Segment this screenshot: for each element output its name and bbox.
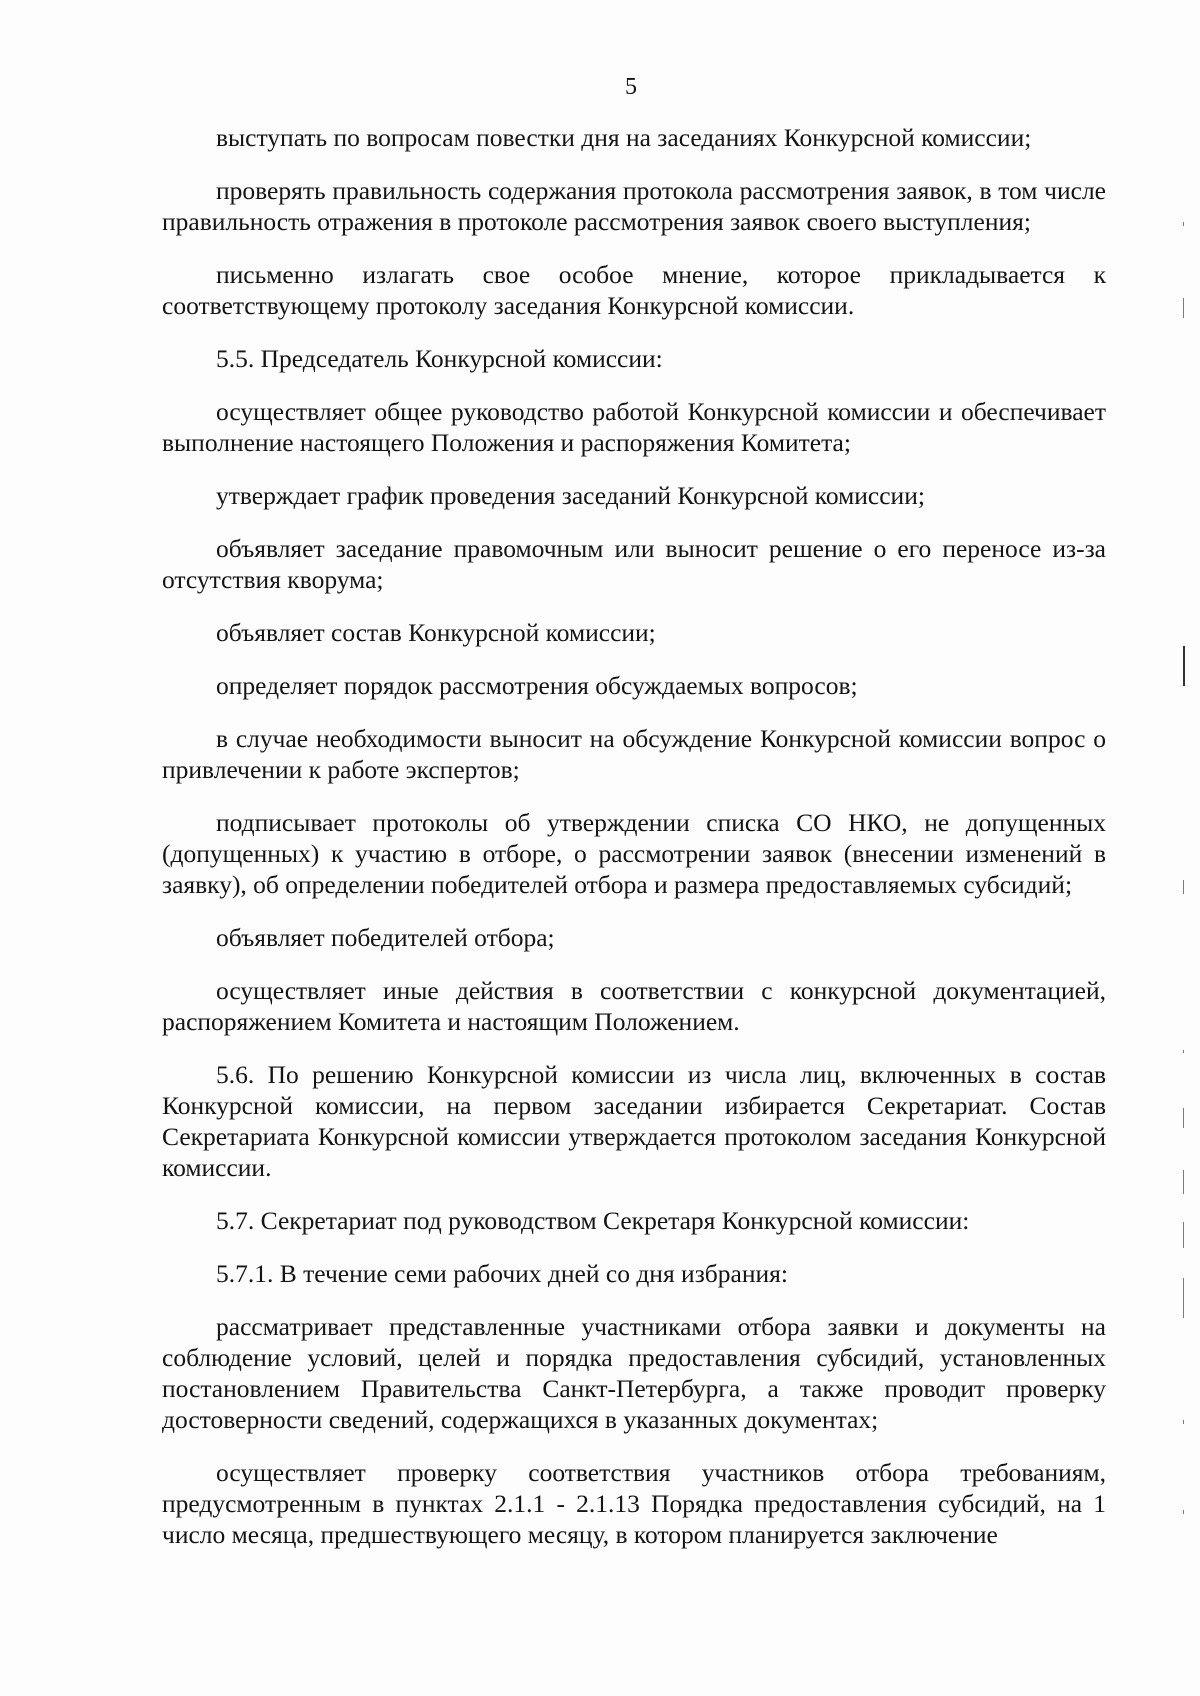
paragraph: утверждает график проведения заседаний Конкурсной комиссии; — [216, 481, 925, 510]
paragraph: осуществляет иные действия в соответствии с конкурсной документацией, распоряжением Комитета и настоящим Положением. — [162, 976, 1106, 1036]
paragraph: выступать по вопросам повестки дня на заседаниях Конкурсной комиссии; — [216, 123, 1032, 152]
paragraph: определяет порядок рассмотрения обсуждаемых вопросов; — [216, 671, 858, 700]
paragraph: осуществляет общее руководство работой Конкурсной комиссии и обеспечивает выполнение настоящего Положения и распоряжения Комитета; — [162, 397, 1106, 457]
paragraph: осуществляет проверку соответствия участников отбора требованиям, предусмотренным в пунктах 2.1.1 - 2.1.13 Порядка предоставления субсидий, на 1 число месяца, предшествующего месяцу, в котором планируется заключение — [162, 1458, 1106, 1549]
scan-artifact — [1183, 646, 1185, 686]
paragraph: в случае необходимости выносит на обсуждение Конкурсной комиссии вопрос о привлечении к работе экспертов; — [162, 724, 1106, 784]
scan-artifact — [1183, 1278, 1184, 1318]
section-heading: 5.5. Председатель Конкурсной комиссии: — [216, 344, 663, 373]
paragraph: подписывает протоколы об утверждении списка СО НКО, не допущенных (допущенных) к участию в отборе, о рассмотрении заявок (внесении изменений в заявку), об определении победителей отбора и размера предоставляемых субсидий; — [162, 808, 1106, 899]
scan-artifact — [1183, 1420, 1184, 1424]
scan-artifact — [1183, 298, 1184, 318]
paragraph: объявляет победителей отбора; — [216, 923, 555, 952]
section-heading: 5.7. Секретариат под руководством Секретаря Конкурсной комиссии: — [216, 1206, 970, 1235]
document-body — [162, 122, 1106, 1572]
scan-artifact — [1183, 1510, 1184, 1514]
paragraph: объявляет состав Конкурсной комиссии; — [216, 618, 656, 647]
paragraph: рассматривает представленные участниками отбора заявки и документы на соблюдение условий, целей и порядка предоставления субсидий, установленных постановлением Правительства Санкт-Петербурга, а также проводит проверку достоверности сведений, содержащихся в указанных документах; — [162, 1312, 1106, 1434]
paragraph: объявляет заседание правомочным или выносит решение о его переносе из-за отсутствия кворума; — [162, 534, 1106, 594]
subsection-heading: 5.7.1. В течение семи рабочих дней со дня избрания: — [216, 1259, 788, 1288]
scan-artifact — [1183, 1050, 1184, 1053]
paragraph: письменно излагать свое особое мнение, которое прикладывается к соответствующему протоколу заседания Конкурсной комиссии. — [162, 260, 1106, 320]
page-number: 5 — [625, 74, 637, 100]
scan-artifact — [1183, 222, 1184, 226]
scan-artifact — [1183, 880, 1184, 894]
section-paragraph: 5.6. По решению Конкурсной комиссии из числа лиц, включенных в состав Конкурсной комиссии, на первом заседании избирается Секретариат. Состав Секретариата Конкурсной комиссии утверждается протоколом заседания Конкурсной комиссии. — [162, 1060, 1106, 1182]
scan-artifact — [1183, 1222, 1184, 1248]
scan-artifact — [1183, 1170, 1184, 1194]
scan-artifact — [1183, 1108, 1184, 1128]
paragraph: проверять правильность содержания протокола рассмотрения заявок, в том числе правильность отражения в протоколе рассмотрения заявок своего выступления; — [162, 176, 1106, 236]
